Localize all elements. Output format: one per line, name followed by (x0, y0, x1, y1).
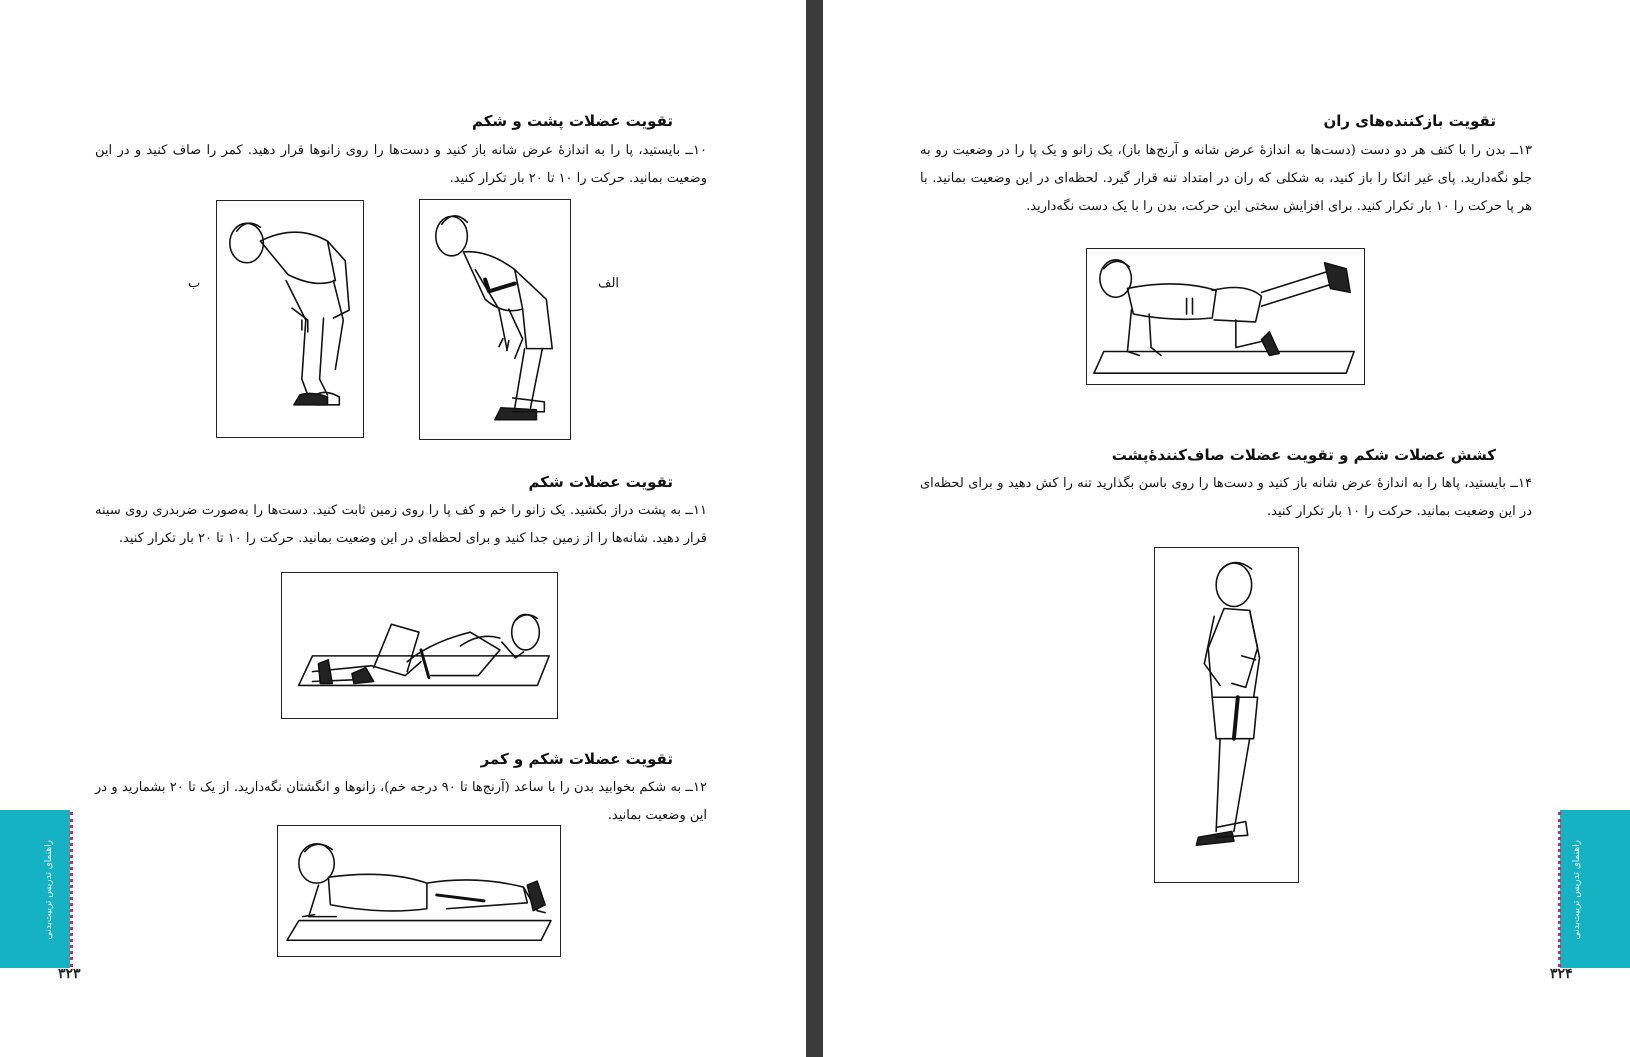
paragraph-stretch: ۱۴ــ بایستید، پاها را به اندازهٔ عرض شانه باز کنید و دست‌ها را روی باسن بگذارید تنه را کش دهید و برای لحظه‌ای در این وضعیت بمانید. حرکت را ۱۰ بار تکرار کنید. (920, 476, 1532, 519)
side-tab-text-left: راهنمای تدریس تربیت‌بدنی (44, 840, 54, 940)
figure-plank (277, 825, 561, 957)
page-number-right: ۳۲۴ (1550, 966, 1573, 982)
figure-bent-over-a (419, 199, 571, 440)
paragraph-thigh: ۱۳ــ بدن را با کتف هر دو دست (دست‌ها به اندازهٔ عرض شانه و آرنج‌ها باز)، یک زانو و یک پا را در وضعیت رو به جلو نگه‌دارید. پای غیر اتکا را باز کنید، به شکلی که ران در امتداد تنه قرار گیرد. لحظه‌ای در این وضعیت بمانید. با هر پا حرکت را ۱۰ بار تکرار کنید. برای افزایش سختی این حرکت، بدن را با یک دست نگه‌دارید. (920, 143, 1532, 214)
side-tab-left (0, 810, 70, 968)
section-title-core: تقویت عضلات شکم و کمر (480, 750, 673, 768)
section-title-back: تقویت عضلات پشت و شکم (471, 112, 673, 130)
figure-bent-over-b (216, 200, 364, 438)
section-title-stretch: کشش عضلات شکم و تقویت عضلات صاف‌کنندهٔ‌پشت (1111, 446, 1496, 464)
section-title-thigh: تقویت بازکننده‌های ران (1323, 112, 1496, 130)
figure-label-b: ب (188, 276, 201, 291)
figure-label-a: الف (598, 276, 620, 291)
side-tab-right (1560, 810, 1630, 968)
dotted-divider-left (70, 812, 73, 967)
paragraph-back: ۱۰ــ بایستید، پا را به اندازهٔ عرض شانه باز کنید و دست‌ها را روی زانوها قرار دهید. کمر را صاف کنید و در این وضعیت بمانید. حرکت را ۱۰ تا ۲۰ بار تکرار کنید. (95, 143, 707, 186)
figure-crunch (281, 572, 558, 719)
left-page (0, 0, 806, 1057)
paragraph-core: ۱۲ــ به شکم بخوابید بدن را با ساعد (آرنج‌ها تا ۹۰ درجه خم)، زانوها و انگشتان نگه‌دارید. از یک تا ۲۰ بشمارید و در این وضعیت بمانید. (95, 780, 707, 823)
figure-quadruped-leg-lift (1086, 248, 1365, 385)
figure-standing-stretch (1154, 547, 1299, 883)
dotted-divider-right (1558, 812, 1561, 967)
right-page (823, 0, 1630, 1057)
page-number-left: ۳۲۳ (58, 966, 81, 982)
section-title-abs: تقویت عضلات شکم (528, 473, 673, 491)
book-spine (806, 0, 823, 1057)
side-tab-text-right: راهنمای تدریس تربیت‌بدنی (1572, 840, 1582, 940)
paragraph-abs: ۱۱ــ به پشت دراز بکشید. یک زانو را خم و کف پا را روی زمین ثابت کنید. دست‌ها را به‌صورت ضربدری روی سینه قرار دهید. شانه‌ها را از زمین جدا کنید و برای لحظه‌ای در این وضعیت بمانید. حرکت را ۱۰ تا ۲۰ بار تکرار کنید. (95, 503, 707, 546)
